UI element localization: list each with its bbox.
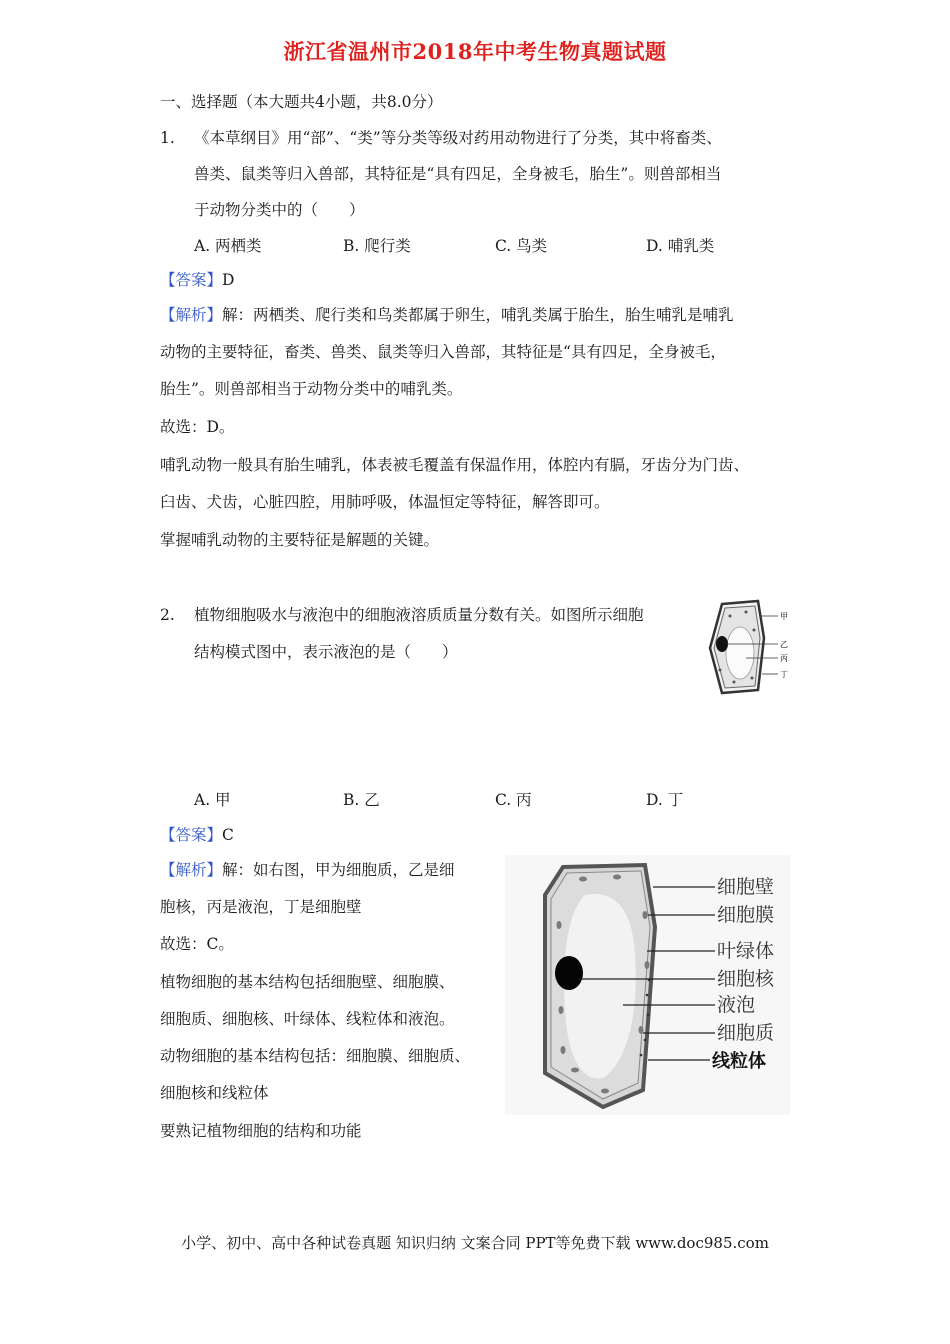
- label-cytoplasm: 细胞质: [717, 1022, 775, 1044]
- q1-analysis-text-1: 解：两栖类、爬行类和鸟类都属于卵生，哺乳类属于胎生，胎生哺乳是哺乳: [222, 306, 734, 324]
- q1-number: 1.: [160, 129, 175, 147]
- q1-stem-line-1: 《本草纲目》用“部”、“类”等分类等级对药用动物进行了分类，其中将畜类、: [194, 129, 722, 147]
- q2-stem-line-2: 结构模式图中，表示液泡的是（ ）: [194, 643, 458, 661]
- q1-stem-line-3: 于动物分类中的（ ）: [194, 201, 365, 219]
- q1-option-b: B. 爬行类: [343, 237, 411, 255]
- q1-analysis-text-3: 胎生”。则兽部相当于动物分类中的哺乳类。: [160, 380, 463, 398]
- q2-option-d: D. 丁: [646, 791, 684, 809]
- q1-note-1: 哺乳动物一般具有胎生哺乳，体表被毛覆盖有保温作用，体腔内有膈，牙齿分为门齿、: [160, 456, 750, 474]
- q1-note-3: 掌握哺乳动物的主要特征是解题的关键。: [160, 531, 440, 549]
- nucleus: [555, 956, 583, 990]
- page-footer: 小学、初中、高中各种试卷真题 知识归纳 文案合同 PPT等免费下载 www.doc985.com: [181, 1234, 769, 1252]
- q2-option-b: B. 乙: [343, 791, 380, 809]
- q1-answer: [160, 270, 234, 290]
- q2-note-4: 细胞核和线粒体: [160, 1084, 269, 1102]
- label-cell-membrane: 细胞膜: [717, 904, 775, 926]
- label-chloroplast: 叶绿体: [717, 940, 775, 962]
- small-label-yi: 乙: [780, 640, 788, 649]
- q2-analysis-line-1: [160, 860, 455, 880]
- small-cell-diagram: [700, 598, 795, 698]
- q1-analysis-text-2: 动物的主要特征，畜类、兽类、鼠类等归入兽部，其特征是“具有四足，全身被毛，: [160, 343, 726, 361]
- small-cell-vacuole: [726, 627, 754, 679]
- section-heading: 一、选择题（本大题共4小题，共8.0分）: [160, 93, 443, 111]
- q1-choice: 故选：D。: [160, 418, 235, 436]
- q1-analysis-tag: 【解析】: [160, 306, 223, 324]
- q1-stem-line-2: 兽类、鼠类等归入兽部，其特征是“具有四足，全身被毛，胎生”。则兽部相当: [194, 165, 722, 183]
- small-label-bing: 丙: [780, 654, 788, 663]
- q1-option-d: D. 哺乳类: [646, 237, 715, 255]
- q1-option-a: A. 两栖类: [194, 237, 262, 255]
- q2-answer-tag: 【答案】: [160, 826, 223, 844]
- q1-note-2: 臼齿、犬齿，心脏四腔，用肺呼吸，体温恒定等特征，解答即可。: [160, 493, 610, 511]
- q2-analysis-tag: 【解析】: [160, 861, 223, 879]
- q2-option-a: A. 甲: [194, 791, 231, 809]
- q1-answer-value: D: [222, 271, 235, 289]
- label-nucleus: 细胞核: [717, 968, 775, 990]
- q2-option-c: C. 丙: [495, 791, 532, 809]
- q2-note-2: 细胞质、细胞核、叶绿体、线粒体和液泡。: [160, 1010, 455, 1028]
- q1-answer-tag: 【答案】: [160, 271, 223, 289]
- q2-answer: [160, 825, 234, 845]
- label-mitochondria: 线粒体: [712, 1051, 766, 1072]
- q2-stem-line-1: 植物细胞吸水与液泡中的细胞液溶质质量分数有关。如图所示细胞: [194, 606, 644, 624]
- q2-choice: 故选：C。: [160, 935, 234, 953]
- q1-option-c: C. 鸟类: [495, 237, 548, 255]
- q2-analysis-text-1: 解：如右图，甲为细胞质，乙是细: [222, 861, 455, 879]
- q2-analysis-text-2: 胞核，丙是液泡，丁是细胞壁: [160, 898, 362, 916]
- document-title: 浙江省温州市2018年中考生物真题试题: [283, 39, 667, 64]
- q2-number: 2.: [160, 606, 175, 624]
- q2-note-5: 要熟记植物细胞的结构和功能: [160, 1122, 362, 1140]
- q2-answer-value: C: [222, 826, 234, 844]
- label-cell-wall: 细胞壁: [717, 876, 775, 898]
- q1-analysis-line-1: [160, 305, 734, 325]
- small-label-ding: 丁: [780, 670, 788, 679]
- large-cell-diagram: [505, 855, 790, 1115]
- label-vacuole: 液泡: [717, 994, 756, 1016]
- q2-note-3: 动物细胞的基本结构包括：细胞膜、细胞质、: [160, 1047, 471, 1065]
- small-label-jia: 甲: [780, 612, 788, 621]
- q2-note-1: 植物细胞的基本结构包括细胞壁、细胞膜、: [160, 973, 455, 991]
